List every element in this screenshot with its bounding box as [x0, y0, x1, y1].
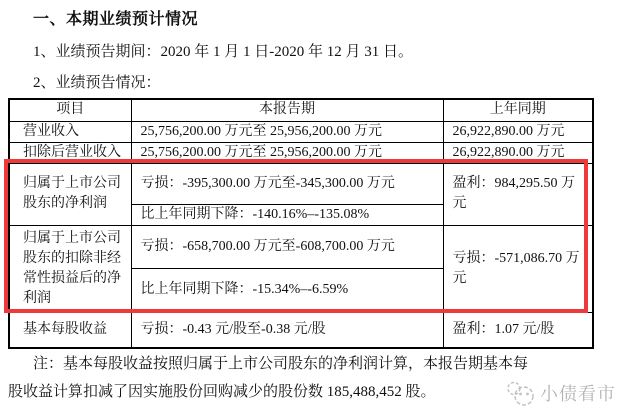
forecast-table [8, 98, 594, 349]
watermark [503, 379, 616, 407]
prior-cell: 盈利：1.07 元/股 [443, 312, 593, 348]
table-row-basic-eps [9, 312, 593, 348]
forecast-intro-line: 2、业绩预告情况： [33, 75, 161, 91]
current-loss-cell: 亏损：-658,700.00 万元至-608,700.00 万元 [131, 225, 443, 268]
table-header-row [9, 99, 593, 121]
current-cell: 25,756,200.00 万元至 25,956,200.00 万元 [131, 121, 443, 142]
column-header-item: 项目 [9, 99, 131, 121]
current-yoy-cell: 比上年同期下降：-15.34%–-6.59% [131, 268, 443, 312]
footnote-line-2: 股收益计算扣减了因实施股份回购减少的股份数 185,488,452 股。 [8, 384, 436, 400]
column-header-current-period: 本报告期 [131, 99, 443, 121]
item-cell: 营业收入 [9, 121, 131, 142]
table-row-revenue [9, 121, 593, 142]
table-row-net-profit-deducted [9, 225, 593, 268]
item-cell: 归属于上市公司股东的扣除非经常性损益后的净利润 [9, 225, 131, 312]
panda-logo-icon [503, 380, 537, 407]
item-cell: 归属于上市公司股东的净利润 [9, 163, 131, 225]
current-loss-cell: 亏损：-395,300.00 万元至-345,300.00 万元 [131, 163, 443, 204]
prior-cell: 26,922,890.00 万元 [443, 142, 593, 163]
prior-cell: 亏损：-571,086.70 万元 [443, 225, 593, 312]
footnote-line-1: 注：基本每股收益按照归属于上市公司股东的净利润计算，本报告期基本每 [33, 356, 529, 372]
current-cell: 亏损：-0.43 元/股至-0.38 元/股 [131, 312, 443, 348]
forecast-period-line: 1、业绩预告期间：2020 年 1 月 1 日-2020 年 12 月 31 日。 [33, 44, 413, 60]
current-yoy-cell: 比上年同期下降：-140.16%–-135.08% [131, 204, 443, 225]
watermark-text: 小债看市 [540, 384, 616, 405]
table-row-revenue-after-deduction [9, 142, 593, 163]
section-title: 一、本期业绩预计情况 [33, 11, 199, 28]
item-cell: 扣除后营业收入 [9, 142, 131, 163]
column-header-prior-period: 上年同期 [443, 99, 593, 121]
item-cell: 基本每股收益 [9, 312, 131, 348]
prior-cell: 26,922,890.00 万元 [443, 121, 593, 142]
current-cell: 25,756,200.00 万元至 25,956,200.00 万元 [131, 142, 443, 163]
prior-cell: 盈利：984,295.50 万元 [443, 163, 593, 225]
table-row-net-profit [9, 163, 593, 204]
